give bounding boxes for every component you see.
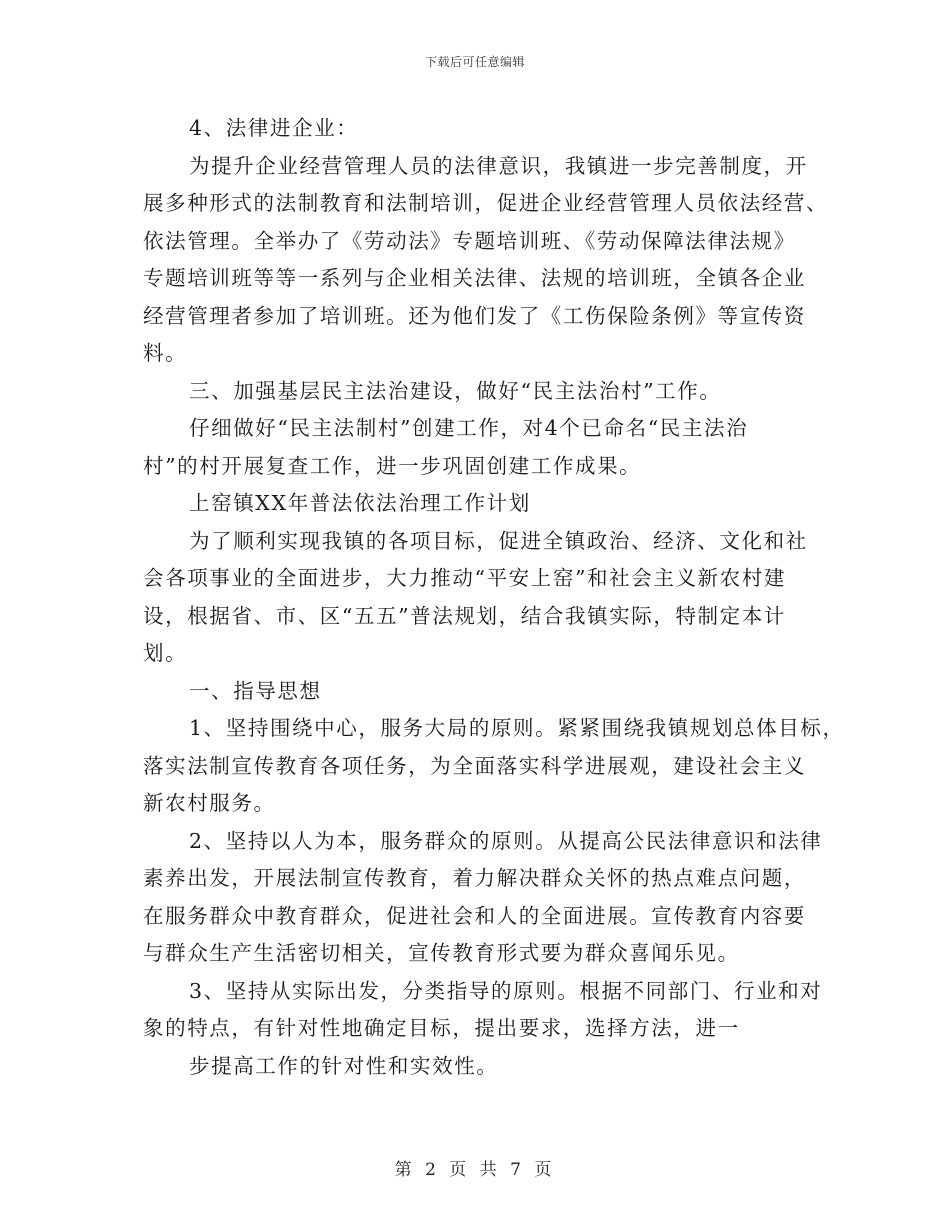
body-line: 料。: [143, 341, 188, 365]
body-line: 新农村服务。: [143, 791, 276, 815]
body-line: 象的特点，有针对性地确定目标，提出要求，选择方法，进一: [143, 1016, 740, 1040]
body-line: 素养出发，开展法制宣传教育，着力解决群众关怀的热点难点问题，: [143, 866, 806, 890]
body-line: 划。: [143, 641, 188, 665]
document-body: [143, 110, 845, 1085]
section-heading: 三、加强基层民主法治建设，做好“民主法治村”工作。: [189, 378, 722, 403]
body-line: 2、坚持以人为本，服务群众的原则。从提高公民法律意识和法律: [189, 828, 823, 853]
body-line: 会各项事业的全面进步，大力推动“平安上窑”和社会主义新农村建: [143, 566, 786, 590]
body-line: 4、法律进企业：: [189, 116, 359, 140]
body-line: 设，根据省、市、区“五五”普法规划，结合我镇实际，特制定本计: [143, 603, 786, 628]
body-line: 村”的村开展复查工作，进一步巩固创建工作成果。: [143, 453, 642, 478]
section-heading: 一、指导思想: [189, 678, 322, 703]
body-line: 为提升企业经营管理人员的法律意识，我镇进一步完善制度，开: [189, 153, 808, 178]
page-footer: 第 2 页 共 7 页: [394, 1160, 556, 1180]
body-line: 1、坚持围绕中心，服务大局的原则。紧紧围绕我镇规划总体目标，: [189, 716, 845, 740]
body-line: 在服务群众中教育群众，促进社会和人的全面进展。宣传教育内容要: [143, 903, 806, 928]
body-line: 与群众生产生活密切相关，宣传教育形式要为群众喜闻乐见。: [143, 941, 740, 965]
plan-title: 上窑镇XX年普法依法治理工作计划: [189, 491, 531, 515]
body-line: 依法管理。全举办了《劳动法》专题培训班、《劳动保障法律法规》: [143, 228, 796, 253]
body-line: 展多种形式的法制教育和法制培训，促进企业经营管理人员依法经营、: [143, 191, 829, 215]
body-line: 落实法制宣传教育各项任务，为全面落实科学进展观，建设社会主义: [143, 753, 806, 778]
body-line: 步提高工作的针对性和实效性。: [189, 1053, 499, 1078]
body-line: 经营管理者参加了培训班。还为他们发了《工伤保险条例》等宣传资: [143, 303, 806, 328]
body-line: 专题培训班等等一系列与企业相关法律、法规的培训班，全镇各企业: [143, 266, 806, 290]
body-line: 仔细做好“民主法制村”创建工作，对4个已命名“民主法治: [189, 416, 749, 440]
body-line: 为了顺利实现我镇的各项目标，促进全镇政治、经济、文化和社: [189, 528, 808, 553]
body-line: 3、坚持从实际出发，分类指导的原则。根据不同部门、行业和对: [189, 978, 823, 1003]
page-header: 下载后可任意编辑: [424, 55, 525, 69]
